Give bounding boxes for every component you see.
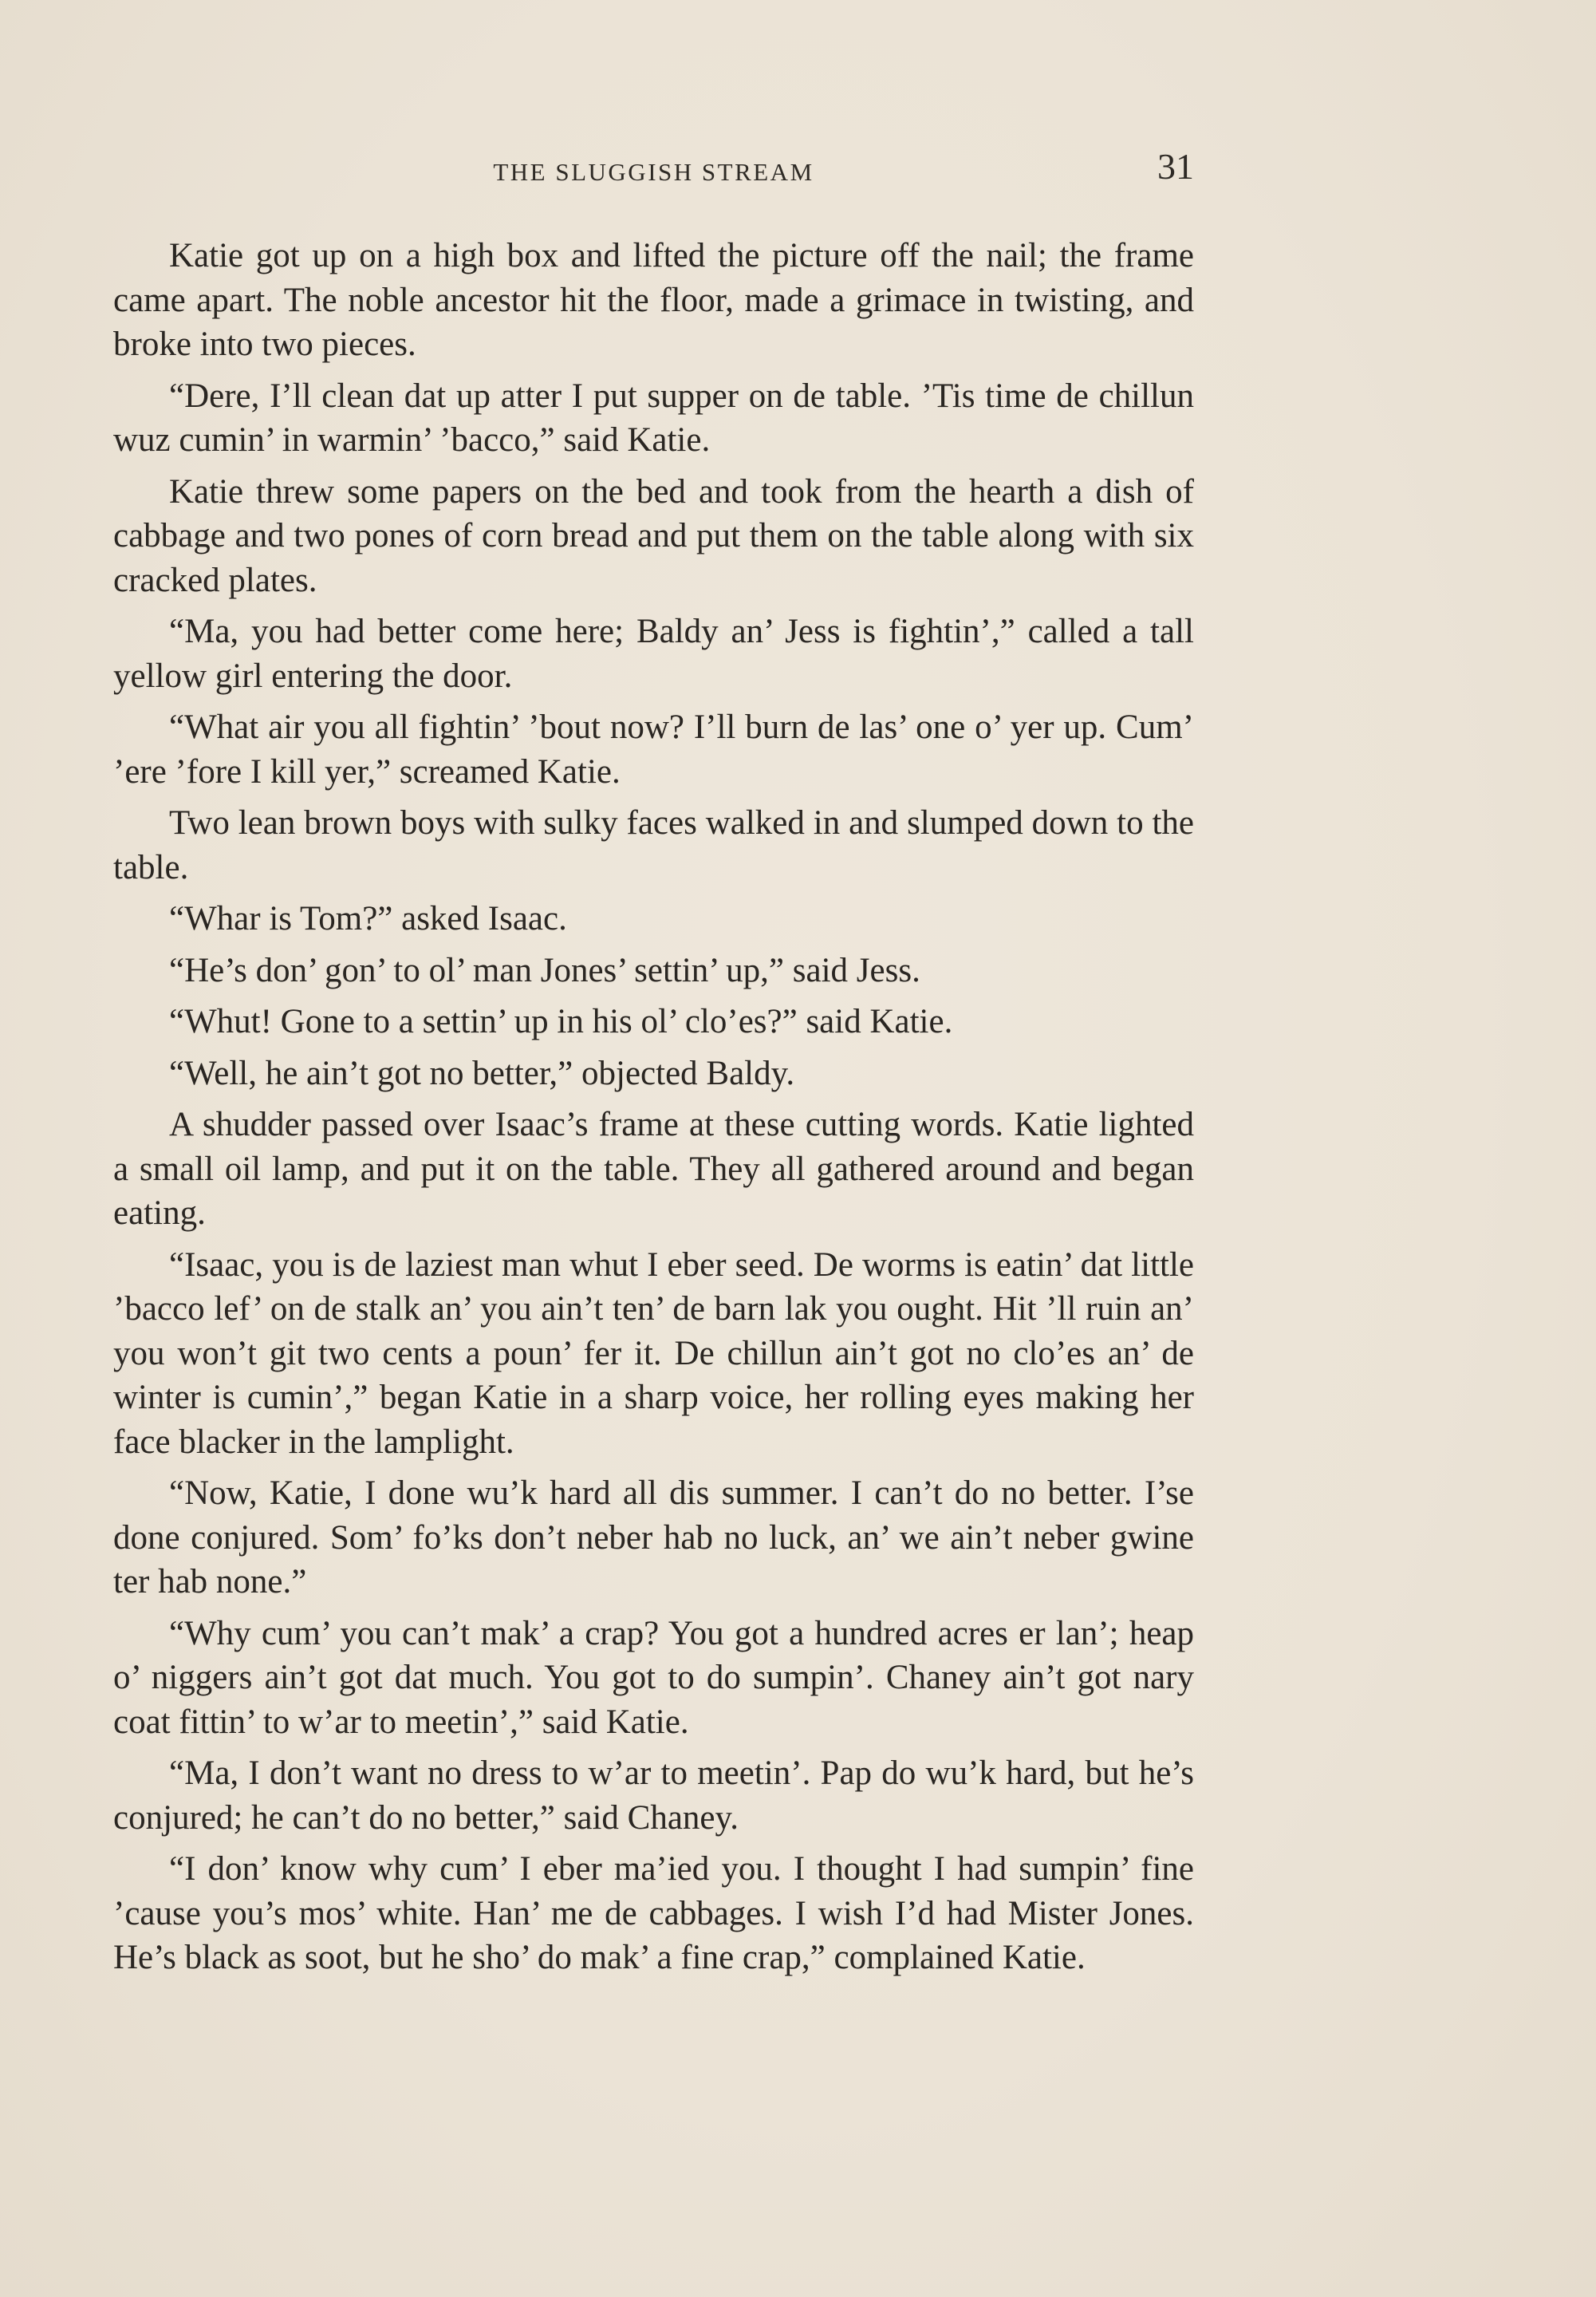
paragraph: “Now, Katie, I done wu’k hard all dis summer. I can’t do no better. I’se done conjured. Som’ fo’ks don’t neber hab no luck, an’ we ain’t neber gwine ter hab none.” (113, 1474, 1194, 1600)
paragraph: “Why cum’ you can’t mak’ a crap? You got a hundred acres er lan’; heap o’ niggers ain’t got dat much. You got to do sumpin’. Chaney ain’t got nary coat fittin’ to w’ar to meetin’,” said Katie. (113, 1614, 1194, 1741)
page-number: 31 (1157, 146, 1194, 187)
paragraph: Katie threw some papers on the bed and took from the hearth a dish of cabbage and two pones of corn bread and put them on the table along with six cracked plates. (113, 472, 1194, 599)
paragraph: A shudder passed over Isaac’s frame at these cutting words. Katie lighted a small oil lamp, and put it on the table. They all gathered around and began eating. (113, 1106, 1194, 1232)
running-head (113, 144, 1194, 207)
paragraph: “He’s don’ gon’ to ol’ man Jones’ settin’ up,” said Jess. (169, 951, 920, 989)
paragraph: “Dere, I’ll clean dat up atter I put supper on de table. ’Tis time de chillun wuz cumin’ in warmin’ ’bacco,” said Katie. (113, 377, 1194, 459)
running-title: THE SLUGGISH STREAM (493, 158, 814, 186)
paragraph: “Whar is Tom?” asked Isaac. (169, 900, 567, 937)
paragraph: “Whut! Gone to a settin’ up in his ol’ clo’es?” said Katie. (169, 1003, 953, 1040)
paragraph: “What air you all fightin’ ’bout now? I’ll burn de las’ one o’ yer up. Cum’ ’ere ’fore I kill yer,” screamed Katie. (113, 708, 1194, 791)
body-text (113, 234, 1194, 1987)
paragraph: “I don’ know why cum’ I eber ma’ied you. I thought I had sumpin’ fine ’cause you’s mos’ white. Han’ me de cabbages. I wish I’d had Mister Jones. He’s black as soot, but he sho’ do mak’ a fine crap,” complained Katie. (113, 1850, 1194, 1976)
paragraph: “Well, he ain’t got no better,” objected Baldy. (169, 1054, 795, 1092)
paragraph: “Isaac, you is de laziest man whut I eber seed. De worms is eatin’ dat little ’bacco lef’ on de stalk an’ you ain’t ten’ de barn lak you ought. Hit ’ll ruin an’ you won’t git two cents a poun’ fer it. De chillun ain’t got no clo’es an’ de winter is cumin’,” began Katie in a sharp voice, her rolling eyes making her face blacker in the lamplight. (113, 1245, 1194, 1461)
paragraph: Two lean brown boys with sulky faces walked in and slumped down to the table. (113, 804, 1194, 886)
paragraph: Katie got up on a high box and lifted the picture off the nail; the frame came apart. The noble ancestor hit the floor, made a grimace in twisting, and broke into two pieces. (113, 237, 1194, 363)
paragraph: “Ma, you had better come here; Baldy an’ Jess is fightin’,” called a tall yellow girl entering the door. (113, 613, 1194, 695)
paragraph: “Ma, I don’t want no dress to w’ar to meetin’. Pap do wu’k hard, but he’s conjured; he can’t do no better,” said Chaney. (113, 1754, 1194, 1837)
